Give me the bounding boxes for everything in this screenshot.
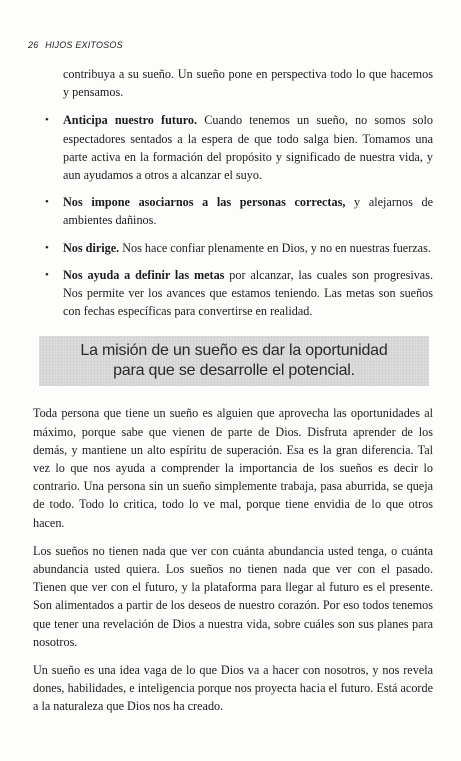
page-body bbox=[33, 65, 433, 726]
list-item bbox=[33, 266, 433, 321]
list-item bbox=[33, 111, 433, 184]
body-paragraph: Los sueños no tienen nada que ver con cuánta abundancia usted tenga, o cuánta abundancia usted quiera. Los sueños no tienen nada que ver con el pasado. Tienen que ver con el futuro, y la plataforma para llegar al futuro es el presente. Son alimentados a partir de los deseos de nuestro corazón. Por eso todos tenemos que tener una revelación de Dios a nuestra vida, sobre cuáles son sus planes para nosotros. bbox=[33, 543, 433, 649]
bullet-lead: Anticipa nuestro futuro. bbox=[63, 113, 198, 128]
bullet-lead: Nos impone asociarnos a las personas correctas, bbox=[63, 195, 346, 210]
bullet-text: por alcanzar, las cuales son progresivas. Nos permite ver los avances que estamos teniendo. Las metas son sueños con fechas específicas para convertirse en realidad. bbox=[63, 267, 434, 319]
body-paragraph: Toda persona que tiene un sueño es alguien que aprovecha las oportunidades al máximo, porque sabe que vienen de parte de Dios. Disfruta aprender de los demás, y mantiene un alto espíritu de superación. Esa es la gran diferencia. Tal vez lo que nos ayuda a comprender la importancia de los sueños es decir lo contrario. Una persona sin un sueño simplemente trabaja, pasa aburrida, se queja de todo. Todo lo critica, todo lo ve mal, porque tiene envidia de lo que otros hacen. bbox=[33, 406, 433, 530]
bullet-icon: • bbox=[45, 241, 49, 254]
pull-quote-line-1: La misión de un sueño es dar la oportunidad bbox=[80, 342, 388, 360]
pull-quote bbox=[39, 336, 429, 386]
bullet-text: Nos hace confiar plenamente en Dios, y no en nuestras fuerzas. bbox=[119, 240, 431, 255]
bullet-icon: • bbox=[45, 196, 49, 209]
bullet-list bbox=[33, 111, 433, 320]
running-header bbox=[28, 40, 123, 50]
pull-quote-line-2: para que se desarrolle el potencial. bbox=[113, 362, 355, 380]
bullet-icon: • bbox=[45, 268, 49, 281]
book-title: HIJOS EXITOSOS bbox=[45, 40, 123, 50]
bullet-lead: Nos dirige. bbox=[63, 240, 120, 255]
list-item bbox=[33, 193, 433, 229]
bullet-icon: • bbox=[45, 114, 49, 127]
bullet-lead: Nos ayuda a definir las metas bbox=[63, 267, 225, 282]
list-item bbox=[33, 239, 433, 257]
page-number: 26 bbox=[28, 40, 39, 50]
bullet-text: Cuando tenemos un sueño, no somos solo espectadores sentados a la espera de que todo salga bien. Tomamos una parte activa en la formación del propósito y significado de nuestra vida, y aun ayudamos a otros a alcanzar el suyo. bbox=[63, 113, 433, 183]
body-paragraph: Un sueño es una idea vaga de lo que Dios va a hacer con nosotros, y nos revela dones, habilidades, e inteligencia porque nos proyecta hacia el futuro. Está acorde a la naturaleza que Dios nos ha creado. bbox=[33, 663, 433, 714]
continuation-paragraph: contribuya a su sueño. Un sueño pone en perspectiva todo lo que hacemos y pensamos. bbox=[63, 67, 433, 100]
bullet-text: y alejarnos de ambientes dañinos. bbox=[63, 195, 433, 228]
